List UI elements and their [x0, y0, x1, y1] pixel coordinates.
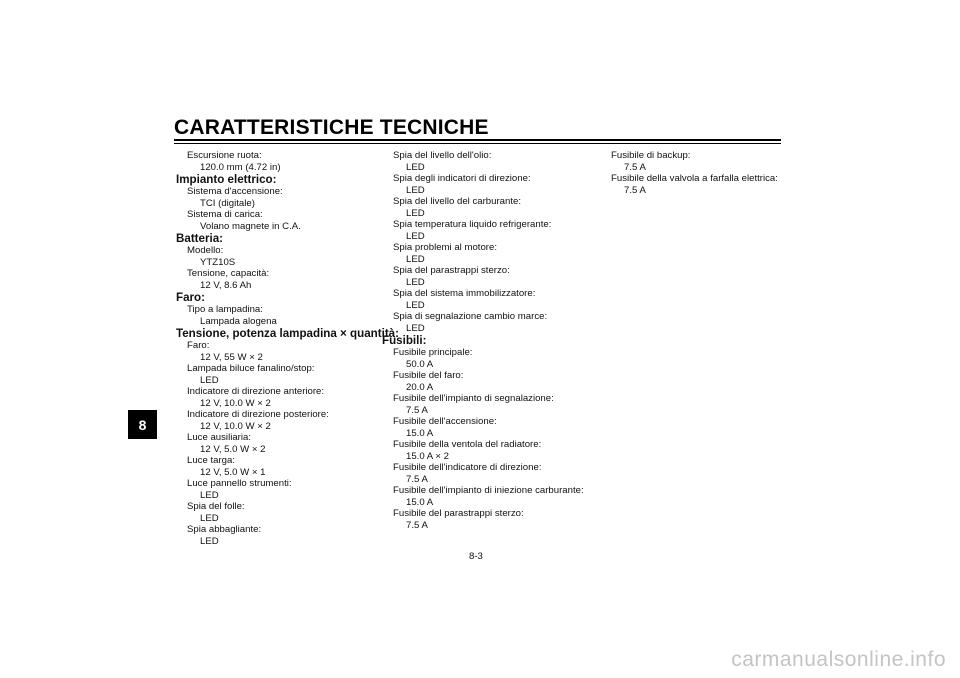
spec-label: Spia del livello dell'olio:: [393, 150, 492, 161]
spec-value: 7.5 A: [624, 161, 646, 173]
spec-label: Indicatore di direzione anteriore:: [187, 386, 325, 397]
spec-value: 15.0 A × 2: [406, 450, 449, 462]
spec-label: Fusibile del parastrappi sterzo:: [393, 508, 524, 519]
spec-value: LED: [406, 322, 425, 334]
spec-value: 12 V, 10.0 W × 2: [200, 397, 271, 409]
spec-label: Fusibile di backup:: [611, 150, 691, 161]
spec-label: Modello:: [187, 245, 224, 256]
spec-label: Tipo a lampadina:: [187, 304, 263, 315]
spec-label: Sistema di carica:: [187, 209, 263, 220]
spec-value: Lampada alogena: [200, 315, 277, 327]
spec-label: Tensione, capacità:: [187, 268, 270, 279]
spec-label: Spia del parastrappi sterzo:: [393, 265, 510, 276]
spec-label: Faro:: [187, 340, 210, 351]
spec-label: Spia di segnalazione cambio marce:: [393, 311, 548, 322]
spec-label: Fusibile dell'indicatore di direzione:: [393, 462, 542, 473]
spec-value: 7.5 A: [406, 473, 428, 485]
section-heading: Tensione, potenza lampadina × quantità:: [176, 327, 399, 340]
section-heading: Faro:: [176, 291, 205, 304]
spec-value: LED: [200, 512, 219, 524]
spec-label: Spia degli indicatori di direzione:: [393, 173, 531, 184]
spec-value: 12 V, 5.0 W × 2: [200, 443, 266, 455]
watermark: carmanualsonline.info: [731, 648, 946, 671]
spec-label: Sistema d'accensione:: [187, 186, 283, 197]
spec-label: Spia del folle:: [187, 501, 245, 512]
chapter-tab: 8: [128, 410, 157, 439]
spec-value: YTZ10S: [200, 256, 236, 268]
spec-value: 7.5 A: [624, 184, 646, 196]
spec-value: LED: [406, 230, 425, 242]
spec-value: LED: [200, 535, 219, 547]
spec-label: Luce targa:: [187, 455, 236, 466]
spec-value: Volano magnete in C.A.: [200, 220, 301, 232]
spec-value: 12 V, 55 W × 2: [200, 351, 263, 363]
spec-value: LED: [406, 253, 425, 265]
spec-label: Luce ausiliaria:: [187, 432, 251, 443]
section-heading: Batteria:: [176, 232, 224, 245]
spec-label: Escursione ruota:: [187, 150, 262, 161]
spec-label: Spia del sistema immobilizzatore:: [393, 288, 536, 299]
spec-column-1: [176, 150, 399, 547]
spec-value: LED: [200, 489, 219, 501]
spec-label: Indicatore di direzione posteriore:: [187, 409, 329, 420]
spec-value: LED: [406, 184, 425, 196]
spec-label: Spia abbagliante:: [187, 524, 262, 535]
spec-label: Fusibile dell'impianto di segnalazione:: [393, 393, 554, 404]
spec-value: LED: [406, 207, 425, 219]
spec-label: Spia del livello del carburante:: [393, 196, 521, 207]
spec-value: 15.0 A: [406, 427, 434, 439]
spec-value: 12 V, 10.0 W × 2: [200, 420, 271, 432]
spec-value: 12 V, 8.6 Ah: [200, 279, 252, 291]
spec-label: Luce pannello strumenti:: [187, 478, 292, 489]
spec-value: 12 V, 5.0 W × 1: [200, 466, 266, 478]
section-heading: Impianto elettrico:: [176, 173, 277, 186]
spec-label: Fusibile del faro:: [393, 370, 464, 381]
spec-label: Fusibile della valvola a farfalla elettrica:: [611, 173, 778, 184]
spec-value: LED: [406, 161, 425, 173]
spec-value: LED: [200, 374, 219, 386]
spec-column-3: [600, 150, 780, 196]
title-rule-thick: [174, 139, 781, 141]
spec-label: Fusibile della ventola del radiatore:: [393, 439, 542, 450]
page-number: 8-3: [469, 551, 483, 562]
section-heading: Fusibili:: [382, 334, 427, 347]
title-rule-thin: [174, 143, 781, 144]
spec-value: LED: [406, 276, 425, 288]
spec-column-2: [382, 150, 592, 531]
page-title: CARATTERISTICHE TECNICHE: [174, 116, 489, 139]
spec-value: 7.5 A: [406, 404, 428, 416]
spec-value: 120.0 mm (4.72 in): [200, 161, 281, 173]
spec-label: Fusibile principale:: [393, 347, 473, 358]
spec-label: Spia problemi al motore:: [393, 242, 497, 253]
spec-value: LED: [406, 299, 425, 311]
spec-value: 50.0 A: [406, 358, 434, 370]
spec-value: 7.5 A: [406, 519, 428, 531]
spec-label: Lampada biluce fanalino/stop:: [187, 363, 315, 374]
spec-label: Fusibile dell'impianto di iniezione carburante:: [393, 485, 584, 496]
spec-value: 15.0 A: [406, 496, 434, 508]
spec-label: Fusibile dell'accensione:: [393, 416, 497, 427]
spec-label: Spia temperatura liquido refrigerante:: [393, 219, 552, 230]
spec-value: 20.0 A: [406, 381, 434, 393]
spec-value: TCI (digitale): [200, 197, 255, 209]
